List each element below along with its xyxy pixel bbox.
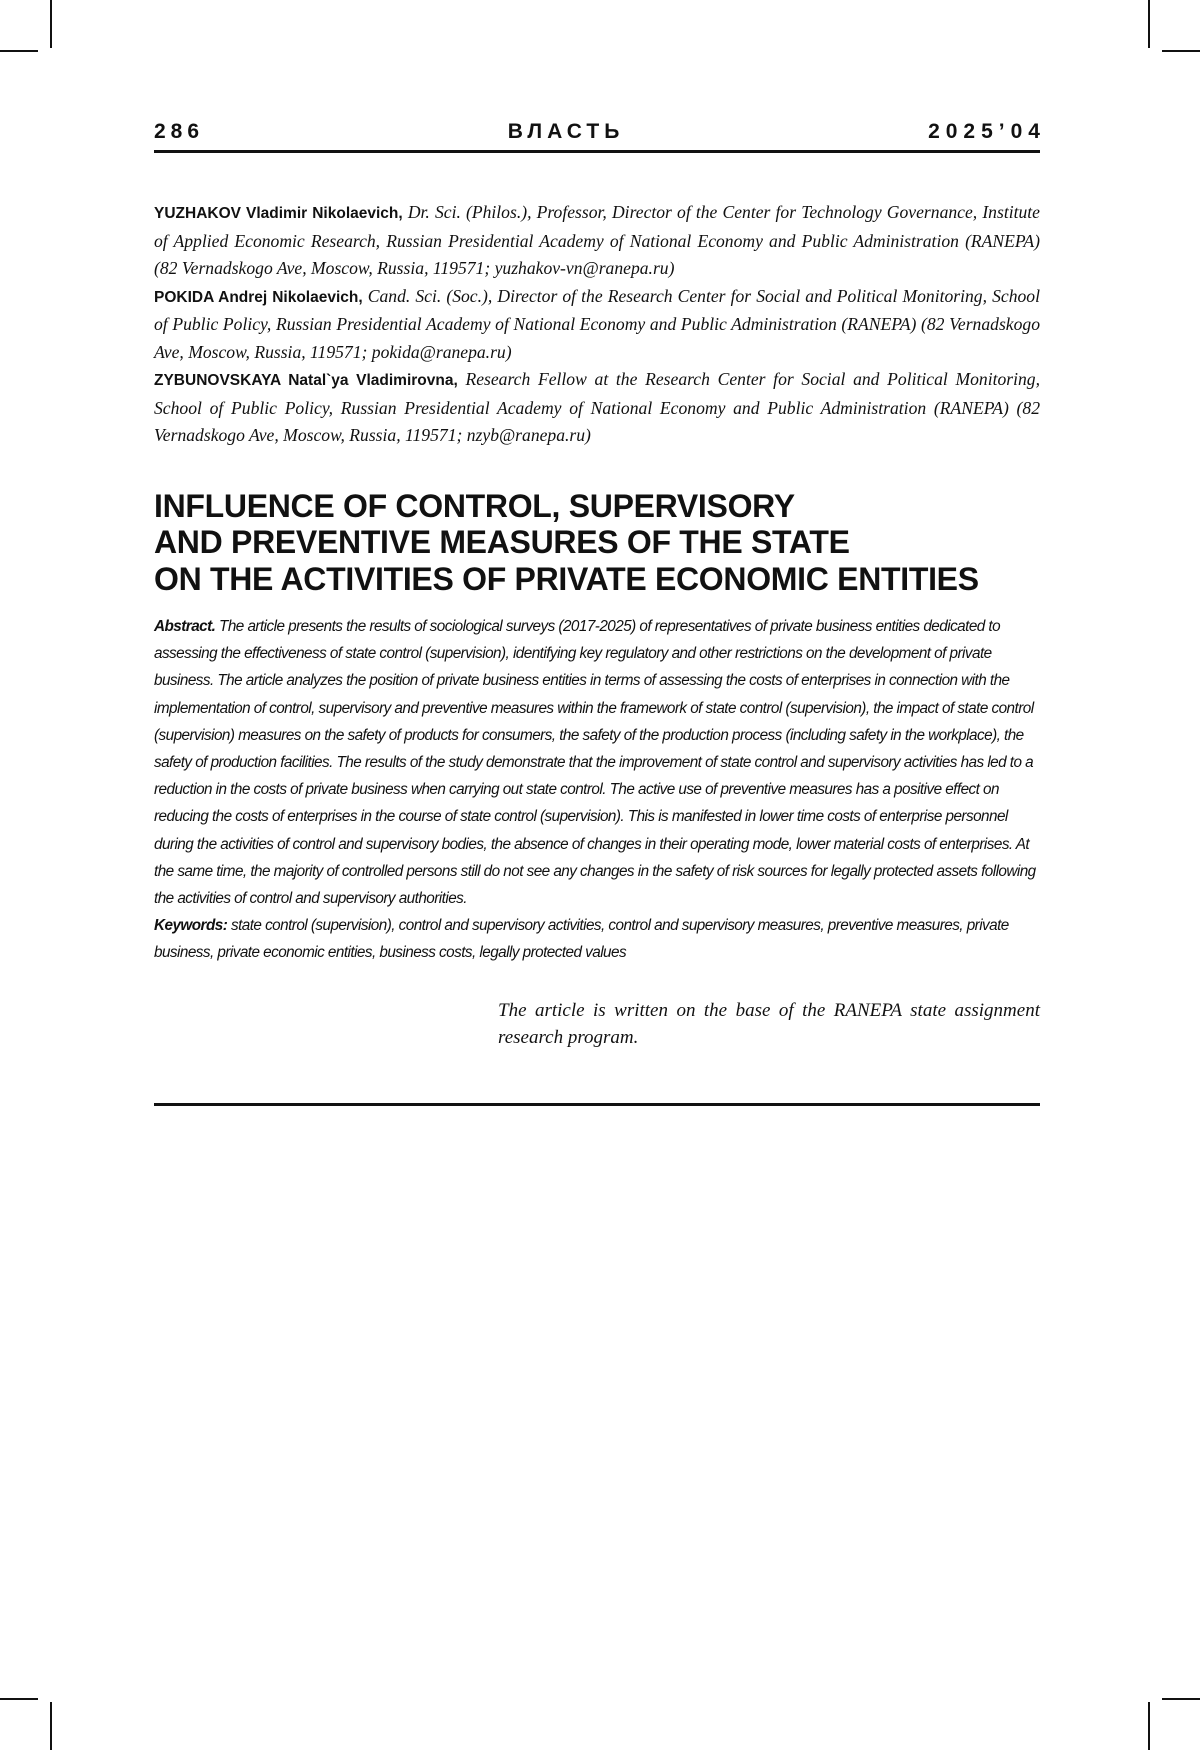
- running-head: [154, 120, 1040, 153]
- crop-mark: [50, 1702, 52, 1750]
- author-info: Dr. Sci. (Philos.), Professor, Director of the Center for Technology Governance, Institute of Applied Economic Research, Russian Presidential Academy of National Economy and Public Administration (RANEPA) (82 Vernadskogo Ave, Moscow, Russia, 119571; yuzhakov-vn@ranepa.ru): [154, 202, 1040, 278]
- funding-note: The article is written on the base of the RANEPA state assignment research program.: [498, 997, 1040, 1051]
- section-divider: [154, 1103, 1040, 1106]
- author-entry: [154, 283, 1040, 367]
- author-entry: [154, 366, 1040, 450]
- keywords-label: Keywords:: [154, 917, 227, 934]
- crop-mark: [1162, 50, 1200, 52]
- title-line: INFLUENCE OF CONTROL, SUPERVISORY: [154, 488, 1040, 525]
- journal-name: ВЛАСТЬ: [508, 120, 625, 144]
- author-name: ZYBUNOVSKAYA Natal`ya Vladimirovna,: [154, 372, 458, 389]
- crop-mark: [0, 1698, 38, 1700]
- abstract-text: The article presents the results of sociological surveys (2017-2025) of representatives of private business entities dedicated to assessing the effectiveness of state control (supervision), identifying key regulatory and other restrictions on the development of private business. The article analyzes the position of private business entities in terms of assessing the costs of enterprises in connection with the implementation of control, supervisory and preventive measures within the framework of state control (supervision), the impact of state control (supervision) measures on the safety of products for consumers, the safety of the production process (including safety in the workplace), the safety of production facilities. The results of the study demonstrate that the improvement of state control and supervisory activities has led to a reduction in the costs of private business when carrying out state control. The active use of preventive measures has a positive effect on reducing the costs of enterprises in the course of state control (supervision). This is manifested in lower time costs of enterprise personnel during the activities of control and supervisory bodies, the absence of changes in their operating mode, lower material costs of enterprises. At the same time, the majority of controlled persons still do not see any changes in the safety of risk sources for legally protected assets following the activities of control and supervisory authorities.: [154, 618, 1036, 907]
- keywords-paragraph: [154, 912, 1040, 966]
- article-title: [154, 488, 1040, 598]
- keywords-text: state control (supervision), control and supervisory activities, control and supervisory measures, preventive measures, private business, private economic entities, business costs, legally protected values: [154, 917, 1009, 961]
- author-entry: [154, 199, 1040, 283]
- title-line: AND PREVENTIVE MEASURES OF THE STATE: [154, 524, 1040, 561]
- abstract: [154, 613, 1040, 967]
- crop-mark: [50, 0, 52, 48]
- crop-mark: [0, 50, 38, 52]
- crop-mark: [1148, 1702, 1150, 1750]
- abstract-paragraph: [154, 613, 1040, 912]
- page-number: 286: [154, 120, 204, 144]
- title-line: ON THE ACTIVITIES OF PRIVATE ECONOMIC ENTITIES: [154, 561, 1040, 598]
- author-info: Cand. Sci. (Soc.), Director of the Research Center for Social and Political Monitoring, School of Public Policy, Russian Presidential Academy of National Economy and Public Administration (RANEPA) (82 Vernadskogo Ave, Moscow, Russia, 119571; pokida@ranepa.ru): [154, 286, 1040, 362]
- crop-mark: [1162, 1698, 1200, 1700]
- author-name: YUZHAKOV Vladimir Nikolaevich,: [154, 205, 403, 222]
- author-name: POKIDA Andrej Nikolaevich,: [154, 289, 363, 306]
- page: [154, 120, 1040, 1106]
- author-info: Research Fellow at the Research Center for Social and Political Monitoring, School of Public Policy, Russian Presidential Academy of National Economy and Public Administration (RANEPA) (82 Vernadskogo Ave, Moscow, Russia, 119571; nzyb@ranepa.ru): [154, 369, 1040, 445]
- issue-number: 2025’04: [928, 120, 1046, 144]
- crop-mark: [1148, 0, 1150, 48]
- abstract-label: Abstract.: [154, 618, 215, 635]
- author-affiliations: [154, 199, 1040, 450]
